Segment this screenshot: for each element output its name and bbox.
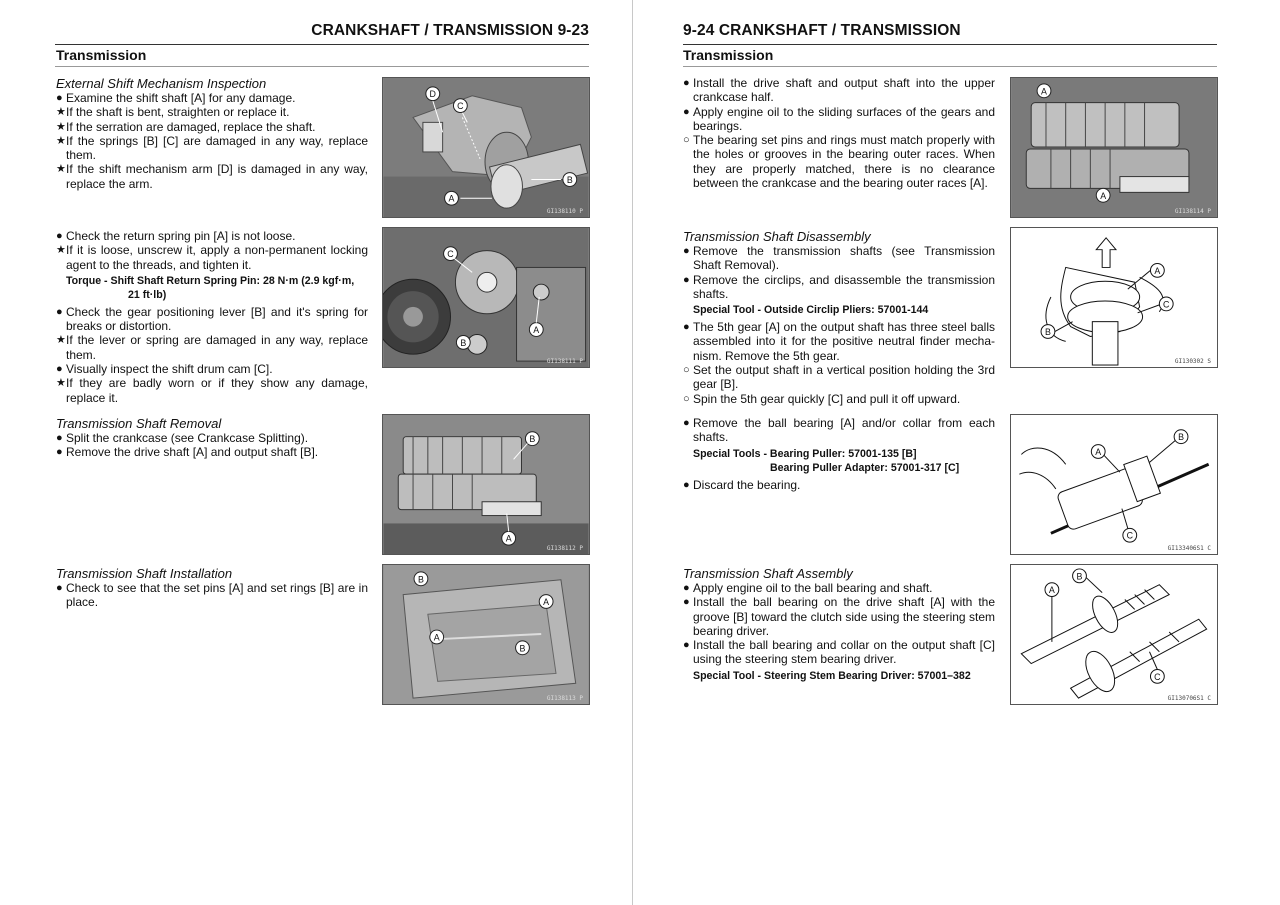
special-tools-spec — [693, 447, 995, 475]
list-item-text: If the shift mechanism arm [D] is damaged in any way, replace the arm. — [66, 162, 368, 191]
bullet-mark: ★ — [56, 163, 66, 176]
svg-text:B: B — [417, 574, 424, 585]
list-item-text: Remove the circlips, and disassemble the transmission shafts. — [693, 272, 995, 301]
torque-spec-line2: 21 ft·lb) — [128, 288, 167, 301]
bullet-mark: ★ — [56, 120, 66, 133]
figure-shaft-removal-photo — [382, 414, 590, 555]
bullet-list — [56, 91, 368, 191]
subsection-title: External Shift Mechanism Inspection — [56, 76, 267, 91]
svg-text:A: A — [433, 632, 440, 643]
svg-text:A: A — [1041, 86, 1047, 97]
list-item-text: Install the drive shaft and output shaft into the upper crankcase half. — [693, 76, 995, 105]
bullet-mark: ● — [683, 478, 690, 491]
header-rule — [683, 44, 1217, 45]
special-tool-spec: Special Tool - Steering Stem Bearing Driver: 57001–382 — [693, 669, 971, 682]
special-tool-spec: Special Tool - Outside Circlip Pliers: 57001-144 — [693, 304, 929, 317]
subsection-title: Transmission Shaft Disassembly — [683, 229, 871, 244]
list-item-text: Remove the ball bearing [A] and/or collar from each shafts. — [693, 416, 995, 445]
figure-return-spring-photo — [382, 227, 590, 368]
svg-text:A: A — [1048, 585, 1055, 596]
figure-code: GI138113 P — [546, 695, 583, 702]
torque-spec — [66, 274, 368, 302]
list-item-text: The bearing set pins and rings must match properly with the holes or grooves in the bearing outer races. When they are properly matched, there is no clearance between the crankcase and the bearing outer races [A]. — [693, 133, 995, 191]
list-item — [56, 376, 368, 405]
figure-code: GI138111 P — [546, 358, 583, 365]
figure-code: GI138112 P — [546, 545, 583, 552]
list-item — [683, 416, 995, 445]
bullet-mark: ● — [683, 417, 690, 429]
shaft-disassembly-block — [683, 229, 995, 406]
list-item — [683, 320, 995, 363]
subsection-title: Transmission Shaft Removal — [56, 416, 222, 431]
list-item — [56, 229, 368, 243]
bullet-mark: ● — [56, 582, 63, 594]
svg-text:B: B — [519, 643, 526, 654]
list-item — [683, 478, 995, 492]
bullet-mark: ★ — [56, 134, 66, 147]
svg-text:A: A — [448, 193, 455, 204]
list-item — [56, 431, 368, 445]
list-item — [56, 445, 368, 459]
svg-text:B: B — [566, 174, 573, 185]
bullet-list — [56, 229, 368, 272]
figure-installed-shafts-photo — [1010, 77, 1218, 218]
list-item — [56, 333, 368, 362]
svg-text:B: B — [529, 434, 536, 445]
right-page — [634, 0, 1280, 905]
list-item — [683, 133, 995, 190]
bullet-mark: ● — [683, 582, 690, 594]
bullet-list — [56, 431, 368, 460]
shaft-install-steps-block — [683, 76, 995, 190]
list-item — [683, 581, 995, 595]
list-item — [56, 581, 368, 610]
page-gutter — [632, 0, 633, 905]
list-item-text: Set the output shaft in a vertical position holding the 3rd gear [B]. — [693, 363, 995, 392]
list-item-text: Check the return spring pin [A] is not loose. — [66, 229, 296, 243]
figure-shaft-assembly-drawing — [1010, 564, 1218, 705]
figure-code: GI138114 P — [1174, 208, 1211, 215]
list-item-text: Check the gear positioning lever [B] and it's spring for breaks or distortion. — [66, 304, 368, 334]
svg-text:A: A — [543, 596, 550, 607]
figure-bearing-puller-drawing — [1010, 414, 1218, 555]
bullet-list — [56, 581, 368, 610]
shaft-removal-block — [56, 416, 368, 460]
bullet-mark: ● — [683, 321, 690, 334]
bullet-mark: ● — [56, 432, 63, 444]
list-item-text: Install the ball bearing on the drive shaft [A] with the groove [B] toward the clutch side using the steering stem bearing driver. — [693, 595, 995, 638]
list-item — [683, 595, 995, 638]
ball-bearing-removal-block — [683, 416, 995, 492]
list-item-text: Remove the transmission shafts (see Transmission Shaft Removal). — [693, 244, 995, 273]
list-item-text: Check to see that the set pins [A] and set rings [B] are in place. — [66, 581, 368, 610]
bullet-mark: ● — [56, 305, 63, 318]
figure-shift-shaft-photo — [382, 77, 590, 218]
list-item — [56, 91, 368, 105]
list-item-text: If they are badly worn or if they show any damage, replace it. — [66, 376, 368, 405]
page-header: CRANKSHAFT / TRANSMISSION 9-23 — [311, 22, 589, 39]
list-item — [56, 134, 368, 163]
list-item — [683, 105, 995, 134]
svg-text:C: C — [1163, 299, 1170, 310]
list-item-text: If the serration are damaged, replace the shaft. — [66, 119, 316, 134]
list-item-text: If the lever or spring are damaged in any way, replace them. — [66, 333, 368, 362]
list-item-text: Visually inspect the shift drum cam [C]. — [66, 362, 273, 377]
list-item-text: Spin the 5th gear quickly [C] and pull it off upward. — [693, 391, 961, 406]
shaft-installation-block — [56, 566, 368, 610]
svg-text:C: C — [1126, 530, 1133, 541]
bullet-mark: ★ — [56, 106, 66, 119]
svg-text:B: B — [1044, 326, 1051, 337]
list-item — [683, 76, 995, 105]
bullet-mark: ○ — [683, 392, 690, 405]
bullet-mark: ○ — [683, 134, 690, 147]
list-item-text: Install the ball bearing and collar on the output shaft [C] using the steering stem bearing driver. — [693, 638, 995, 667]
figure-code: GI130302 S — [1174, 358, 1211, 365]
bullet-mark: ● — [56, 92, 63, 104]
page-header: 9-24 CRANKSHAFT / TRANSMISSION — [683, 22, 961, 39]
list-item — [683, 273, 995, 302]
list-item-text: The 5th gear [A] on the output shaft has three steel balls assembled into it for the positive neutral finder mecha-nism. Remove the 5th gear. — [693, 320, 995, 363]
list-item — [56, 120, 368, 134]
external-shift-inspection-block — [56, 76, 368, 191]
list-item-text: Discard the bearing. — [693, 477, 801, 492]
list-item — [683, 244, 995, 273]
bullet-list — [683, 320, 995, 406]
section-rule — [683, 66, 1217, 67]
bullet-mark: ★ — [56, 244, 66, 257]
list-item — [683, 638, 995, 667]
bullet-mark: ● — [683, 105, 690, 118]
svg-text:C: C — [1154, 671, 1161, 682]
figure-code: GI133406S1 C — [1167, 545, 1211, 552]
figure-gear-removal-drawing — [1010, 227, 1218, 368]
bullet-mark: ● — [683, 596, 690, 609]
shaft-assembly-block — [683, 566, 995, 686]
figure-set-pins-photo — [382, 564, 590, 705]
list-item — [56, 243, 368, 272]
bullet-list — [683, 76, 995, 190]
svg-text:A: A — [1095, 446, 1102, 457]
bullet-list — [683, 581, 995, 667]
svg-text:A: A — [505, 533, 512, 544]
figure-code: GI138110 P — [546, 208, 583, 215]
figure-code: GI130706S1 C — [1167, 695, 1211, 702]
special-tools-line2: Bearing Puller Adapter: 57001-317 [C] — [770, 461, 960, 474]
svg-text:C: C — [447, 249, 454, 260]
list-item — [56, 362, 368, 376]
bullet-list — [683, 478, 995, 492]
special-tools-line1: Special Tools - Bearing Puller: 57001-135 [B] — [693, 447, 917, 460]
svg-text:A: A — [1100, 190, 1107, 201]
bullet-list — [683, 244, 995, 301]
torque-spec-line1: Torque - Shift Shaft Return Spring Pin: 28 N·m (2.9 kgf·m, — [66, 274, 355, 287]
bullet-mark: ★ — [56, 377, 66, 390]
bullet-mark: ● — [56, 446, 63, 459]
svg-text:D: D — [429, 89, 436, 100]
svg-text:B: B — [460, 337, 467, 348]
section-title: Transmission — [683, 47, 774, 63]
list-item-text: If the shaft is bent, straighten or replace it. — [66, 105, 290, 120]
subsection-title: Transmission Shaft Installation — [56, 566, 233, 581]
bullet-mark: ★ — [56, 334, 66, 347]
bullet-mark: ● — [683, 245, 690, 257]
bullet-mark: ● — [683, 273, 690, 286]
list-item — [56, 105, 368, 119]
list-item-text: Examine the shift shaft [A] for any damage. — [66, 91, 296, 105]
bullet-mark: ● — [56, 230, 63, 242]
list-item — [56, 305, 368, 334]
subsection-title: Transmission Shaft Assembly — [683, 566, 853, 581]
list-item-text: Remove the drive shaft [A] and output shaft [B]. — [66, 445, 319, 460]
return-spring-block — [56, 229, 368, 405]
list-item-text: Apply engine oil to the sliding surfaces of the gears and bearings. — [693, 104, 995, 133]
svg-text:A: A — [533, 324, 540, 335]
list-item — [683, 392, 995, 406]
bullet-mark: ● — [56, 363, 63, 376]
list-item-text: Apply engine oil to the ball bearing and shaft. — [693, 581, 933, 595]
bullet-mark: ● — [683, 639, 690, 652]
bullet-mark: ○ — [683, 364, 690, 377]
list-item — [56, 162, 368, 191]
list-item-text: If the springs [B] [C] are damaged in any way, replace them. — [66, 133, 368, 163]
bullet-list — [683, 416, 995, 445]
bullet-mark: ● — [683, 77, 690, 89]
svg-text:B: B — [1076, 571, 1083, 582]
header-rule — [55, 44, 589, 45]
section-title: Transmission — [56, 47, 147, 63]
section-rule — [55, 66, 589, 67]
list-item-text: Split the crankcase (see Crankcase Splitting). — [66, 431, 309, 445]
svg-text:A: A — [1154, 265, 1161, 276]
left-page — [0, 0, 632, 905]
list-item — [683, 363, 995, 392]
svg-text:B: B — [1178, 432, 1184, 443]
bullet-list — [56, 305, 368, 405]
svg-text:C: C — [457, 101, 464, 112]
list-item-text: If it is loose, unscrew it, apply a non-permanent locking agent to the threads, and tighten it. — [66, 243, 368, 272]
